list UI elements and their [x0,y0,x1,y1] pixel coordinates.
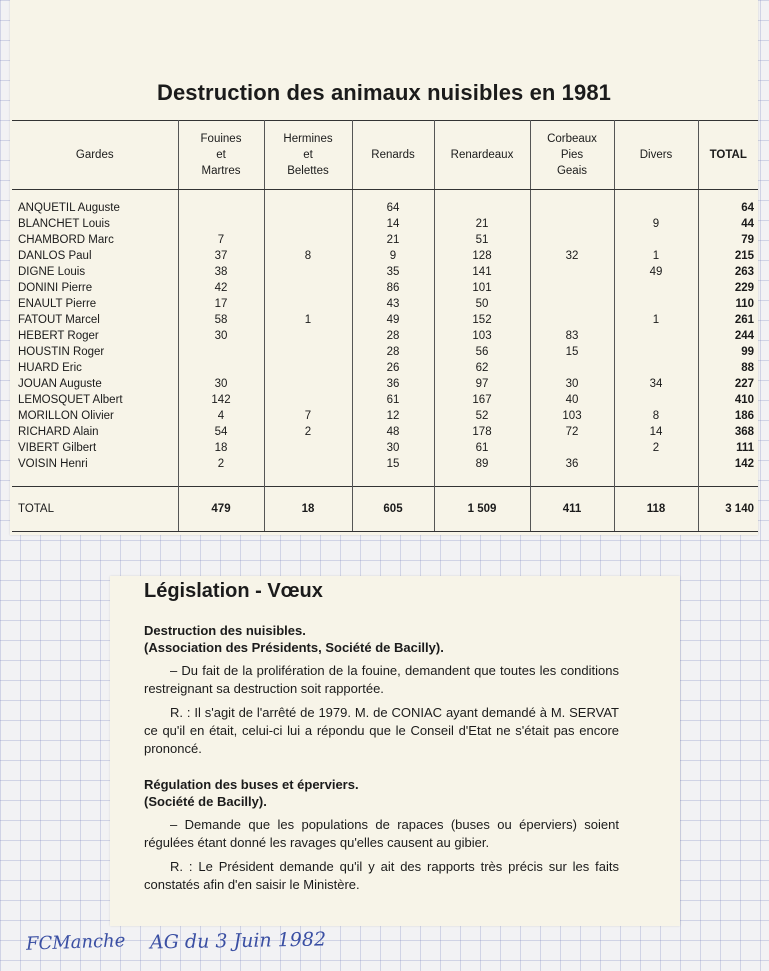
count-cell: 7 [178,232,264,248]
count-cell: 186 [734,410,754,422]
count-cell: 410 [734,394,754,406]
count-cell [264,456,352,472]
nuisibles-table [12,120,758,532]
spacer-cell [12,190,178,201]
garde-name-cell: HOUSTIN Roger [12,344,178,360]
count-cell [264,360,352,376]
count-cell: 42 [178,280,264,296]
count-cell: 7 [264,408,352,424]
spacer-cell [614,190,698,201]
count-cell: 62 [434,360,530,376]
garde-name-cell: ENAULT Pierre [12,296,178,312]
table-row [12,264,758,280]
count-cell: 1 [264,312,352,328]
count-cell: 28 [352,328,434,344]
count-cell: 227 [734,378,754,390]
spacer-cell [434,472,530,487]
count-cell: 35 [352,264,434,280]
count-cell: 72 [530,424,614,440]
count-cell: 141 [434,264,530,280]
count-cell: 56 [434,344,530,360]
count-cell: 36 [530,456,614,472]
count-cell: 49 [614,264,698,280]
count-cell: 50 [434,296,530,312]
garde-name-cell: DONINI Pierre [12,280,178,296]
count-cell [530,264,614,280]
section1-heading [144,622,619,656]
count-cell: 97 [434,376,530,392]
garde-name-cell: DANLOS Paul [12,248,178,264]
table-row [12,296,758,312]
count-cell [264,232,352,248]
spacer-cell [530,472,614,487]
garde-name-cell: RICHARD Alain [12,424,178,440]
count-cell: 261 [734,314,754,326]
count-cell: 88 [741,362,754,374]
count-cell [614,280,698,296]
count-cell: 21 [434,216,530,232]
count-cell [614,296,698,312]
count-cell: 14 [614,424,698,440]
count-cell [614,328,698,344]
table-row [12,280,758,296]
count-cell: 15 [530,344,614,360]
column-header: TOTAL [698,121,758,190]
table-clipping [10,0,758,535]
table-row [12,456,758,472]
count-cell: 58 [178,312,264,328]
count-cell: 4 [178,408,264,424]
total-label-cell: TOTAL [12,487,178,532]
table-row [12,376,758,392]
count-cell [264,200,352,216]
count-cell [614,392,698,408]
count-cell: 64 [352,200,434,216]
spacer-cell [264,190,352,201]
total-cell: 479 [178,487,264,532]
column-header: Renards [352,121,434,190]
count-cell [530,440,614,456]
count-cell: 37 [178,248,264,264]
count-cell: 2 [178,456,264,472]
spacer-cell [178,472,264,487]
count-cell: 61 [352,392,434,408]
count-cell [530,216,614,232]
count-cell: 30 [178,376,264,392]
count-cell: 61 [434,440,530,456]
count-cell [178,216,264,232]
section1-heading-line1: Destruction des nuisibles. [144,623,306,638]
garde-name-cell: BLANCHET Louis [12,216,178,232]
total-row [12,487,758,532]
count-cell: 79 [741,234,754,246]
table-row [12,408,758,424]
garde-name-cell: HUARD Eric [12,360,178,376]
count-cell: 2 [264,424,352,440]
count-cell: 1 [614,312,698,328]
count-cell: 36 [352,376,434,392]
count-cell: 167 [434,392,530,408]
total-cell: 1 509 [434,487,530,532]
count-cell: 83 [530,328,614,344]
section2-request: – Demande que les populations de rapaces (buses ou éperviers) soient régulées étant donné les ravages qu'elles causent au gibier. [144,817,619,850]
count-cell: 18 [178,440,264,456]
column-header: Hermines et Belettes [264,121,352,190]
garde-name-cell: VOISIN Henri [12,456,178,472]
legislation-title: Législation - Vœux [144,580,323,602]
count-cell [264,216,352,232]
section2-heading-line1: Régulation des buses et éperviers. [144,777,359,792]
count-cell: 12 [352,408,434,424]
table-header-row [12,121,758,190]
count-cell [178,344,264,360]
garde-name-cell: HEBERT Roger [12,328,178,344]
garde-name-cell: VIBERT Gilbert [12,440,178,456]
table-row [12,328,758,344]
count-cell [178,360,264,376]
count-cell: 229 [734,282,754,294]
count-cell [264,328,352,344]
spacer-row [12,190,758,201]
count-cell [614,200,698,216]
count-cell: 26 [352,360,434,376]
count-cell: 40 [530,392,614,408]
garde-name-cell: MORILLON Olivier [12,408,178,424]
count-cell: 30 [178,328,264,344]
count-cell: 178 [434,424,530,440]
count-cell: 142 [178,392,264,408]
count-cell: 14 [352,216,434,232]
count-cell [264,440,352,456]
garde-name-cell: LEMOSQUET Albert [12,392,178,408]
legislation-clipping [110,576,680,926]
table-title: Destruction des animaux nuisibles en 1981 [156,80,612,105]
count-cell: 15 [352,456,434,472]
count-cell: 8 [614,408,698,424]
count-cell: 17 [178,296,264,312]
section2-heading [144,776,619,810]
count-cell: 244 [734,330,754,342]
column-header: Divers [614,121,698,190]
spacer-cell [434,190,530,201]
spacer-cell [698,190,758,201]
legislation-body [144,622,619,894]
spacer-cell [352,472,434,487]
count-cell: 99 [741,346,754,358]
count-cell: 1 [614,248,698,264]
count-cell: 8 [264,248,352,264]
count-cell: 30 [530,376,614,392]
table-row [12,392,758,408]
total-cell: 411 [530,487,614,532]
table-row [12,232,758,248]
spacer-cell [12,472,178,487]
count-cell [264,344,352,360]
count-cell [614,456,698,472]
count-cell [614,344,698,360]
count-cell: 38 [178,264,264,280]
count-cell [530,296,614,312]
count-cell: 128 [434,248,530,264]
count-cell [264,264,352,280]
count-cell: 32 [530,248,614,264]
column-header: Corbeaux Pies Geais [530,121,614,190]
count-cell: 2 [614,440,698,456]
count-cell: 64 [741,202,754,214]
count-cell: 111 [736,442,754,454]
handwritten-note-bottom-left: FCManche [25,930,126,955]
count-cell: 110 [735,298,754,310]
count-cell: 9 [614,216,698,232]
count-cell [530,200,614,216]
spacer-row [12,472,758,487]
table-row [12,200,758,216]
count-cell [264,296,352,312]
spacer-cell [530,190,614,201]
total-cell: 18 [264,487,352,532]
count-cell: 48 [352,424,434,440]
count-cell [264,280,352,296]
spacer-cell [352,190,434,201]
section2-heading-line2: (Société de Bacilly). [144,794,267,809]
count-cell: 368 [734,426,754,438]
spacer-cell [264,472,352,487]
count-cell: 86 [352,280,434,296]
section1-request: – Du fait de la prolifération de la fouine, demandent que toutes les conditions restreignant sa destruction soit rapportée. [144,663,619,696]
count-cell [178,200,264,216]
section1-response: R. : Il s'agit de l'arrêté de 1979. M. de CONIAC ayant demandé à M. SERVAT ce qu'il en était, celui-ci lui a répondu que le Conseil d'Etat ne s'était pas encore prononcé. [144,705,619,756]
count-cell: 9 [352,248,434,264]
column-header: Gardes [12,121,178,190]
garde-name-cell: DIGNE Louis [12,264,178,280]
count-cell: 101 [434,280,530,296]
count-cell: 44 [741,218,754,230]
count-cell: 21 [352,232,434,248]
table-row [12,248,758,264]
count-cell [614,232,698,248]
count-cell: 52 [434,408,530,424]
handwritten-note-bottom-right: AG du 3 Juin 1982 [149,928,327,954]
count-cell [530,360,614,376]
count-cell: 103 [530,408,614,424]
count-cell [530,232,614,248]
count-cell: 142 [734,458,754,470]
table-row [12,360,758,376]
count-cell: 30 [352,440,434,456]
total-cell: 3 140 [698,487,758,532]
count-cell: 103 [434,328,530,344]
count-cell: 263 [734,266,754,278]
count-cell: 43 [352,296,434,312]
count-cell: 34 [614,376,698,392]
table-row [12,424,758,440]
garde-name-cell: CHAMBORD Marc [12,232,178,248]
table-row [12,312,758,328]
garde-name-cell: ANQUETIL Auguste [12,200,178,216]
spacer-cell [698,472,758,487]
count-cell [264,392,352,408]
count-cell: 49 [352,312,434,328]
count-cell: 89 [434,456,530,472]
garde-name-cell: FATOUT Marcel [12,312,178,328]
count-cell: 51 [434,232,530,248]
count-cell: 28 [352,344,434,360]
total-cell: 118 [614,487,698,532]
count-cell [614,360,698,376]
table-row [12,440,758,456]
count-cell [530,280,614,296]
count-cell: 215 [734,250,754,262]
count-cell: 54 [178,424,264,440]
count-cell: 152 [434,312,530,328]
table-row [12,344,758,360]
count-cell [434,200,530,216]
garde-name-cell: JOUAN Auguste [12,376,178,392]
spacer-cell [614,472,698,487]
section2-response: R. : Le Président demande qu'il y ait des rapports très précis sur les faits constatés afin d'en saisir le Ministère. [144,859,619,892]
column-header: Renardeaux [434,121,530,190]
column-header: Fouines et Martres [178,121,264,190]
count-cell [530,312,614,328]
spacer-cell [178,190,264,201]
count-cell [264,376,352,392]
total-cell: 605 [352,487,434,532]
table-row [12,216,758,232]
section1-heading-line2: (Association des Présidents, Société de Bacilly). [144,640,444,655]
